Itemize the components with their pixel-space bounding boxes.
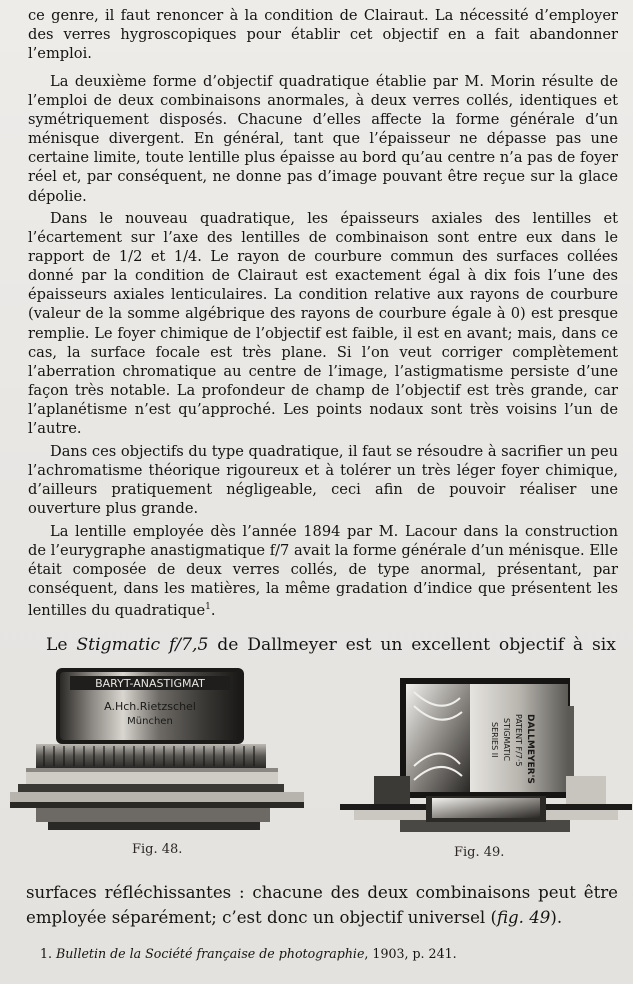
trailing-text: surfaces réfléchissantes : chacune des deux combinaisons peut être employée séparément; c’est donc un objectif universel ( — [26, 883, 618, 927]
paragraph-5-body: La lentille employée dès l’année 1894 par M. Lacour dans la construction de l’eurygraphe anastigmatique f/7 avait la forme générale d’un ménisque. Elle était composée de deux verres collés, de type anormal, présentant, par conséquent, dans les matières, la même gradation d’indice que présentent les lentilles du quadratique — [28, 523, 618, 620]
fig48-engraving-line3: München — [127, 716, 173, 727]
figure-48-baryt-lens — [8, 664, 306, 844]
paragraph-1-text: ce genre, il faut renoncer à la condition de Clairaut. La nécessité d’employer des verres hygroscopiques pour établir cet objectif en a fait abandonner l’emploi. — [28, 7, 618, 63]
figure-reference: fig. 49 — [496, 908, 551, 927]
fig48-engraving-line2: A.Hch.Rietzschel — [104, 700, 196, 713]
fig49-engraving-line1: DALLMEYER'S — [525, 714, 535, 784]
fig48-engraving-line1: BARYT-ANASTIGMAT — [95, 677, 205, 690]
stigmatic-lead-line — [46, 634, 616, 656]
paragraph-3 — [28, 209, 618, 438]
footnote — [40, 945, 620, 962]
fig49-engraving-line3: STIGMATIC — [502, 718, 511, 762]
trailing-close: ). — [550, 908, 563, 927]
paragraph-2 — [28, 72, 618, 206]
paragraph-5 — [28, 522, 618, 620]
paragraph-5-text: La lentille employée dès l’année 1894 par M. Lacour dans la construction de l’eurygraphe anastigmatique f/7 avait la forme générale d’un ménisque. Elle était composée de deux verres collés, de type anormal, présentant, par conséquent, dans les matières, la même gradation d’indice que présentent les lentilles du quadratique$^1$. — [28, 523, 618, 620]
paragraph-3-text: Dans le nouveau quadratique, les épaisseurs axiales des lentilles et l’écartement sur l’axe des lentilles de combinaison sont entre eux dans le rapport de 1/2 et 1/4. Le rayon de courbure commun des surfaces collées donné par la condition de Clairaut est exactement égal à dix fois l’une des épaisseurs axiales lenticulaires. La condition relative aux rayons de courbure (valeur de la somme algébrique des rayons de courbure égale à 0) est presque remplie. Le foyer chimique de l’objectif est faible, il est en avant; mais, dans ce cas, la surface focale est très plane. Si l’on veut corriger complètement l’aberration chromatique au centre de l’image, l’astigmatisme persiste d’une façon très notable. La profondeur de champ de l’objectif est très grande, car l’aplanétisme n’est qu’approché. Les points nodaux sont très voisins l’un de l’autre. — [28, 210, 618, 438]
paragraph-4-text: Dans ces objectifs du type quadratique, il faut se résoudre à sacrifier un peu l’achromatisme théorique rigoureux et à tolérer un très léger foyer chimique, d’ailleurs pratiquement négligeable, ceci afin de pouvoir réaliser une ouverture plus grande. — [28, 443, 618, 518]
figure-49-stigmatic-lens — [340, 676, 632, 836]
stigmatic-name: Stigmatic f/7,5 — [76, 635, 209, 655]
footnote-source: Bulletin de la Société française de photographie — [56, 946, 365, 961]
paragraph-2-text: La deuxième forme d’objectif quadratique établie par M. Morin résulte de l’emploi de deux combinaisons anormales, à deux verres collés, identiques et symétriquement disposés. Chacune d’elles affecte la forme générale d’un ménisque divergent. En général, tant que l’épaisseur ne dépasse pas une certaine limite, toute lentille plus épaisse au bord qu’au centre n’a pas de foyer réel et, par conséquent, ne donne pas d’image pouvant être reçue sur la glace dépolie. — [28, 73, 618, 205]
trailing-paragraph — [26, 880, 618, 930]
figure-49-caption: Fig. 49. — [454, 845, 505, 860]
paragraph-4 — [28, 442, 618, 518]
paragraph-1 — [28, 6, 618, 63]
stigmatic-after: de Dallmeyer est un excellent objectif à six — [208, 635, 616, 655]
footnote-rest: , 1903, p. 241. — [364, 946, 457, 961]
stigmatic-before: Le — [46, 635, 77, 655]
fig49-engraving-line4: SERIES II — [490, 722, 499, 758]
fig49-engraving-line2: PATENT F/7·5 — [514, 714, 523, 767]
figure-48-caption: Fig. 48. — [132, 842, 183, 857]
footnote-ref: 1 — [205, 602, 211, 613]
footnote-number: 1. — [40, 946, 53, 961]
